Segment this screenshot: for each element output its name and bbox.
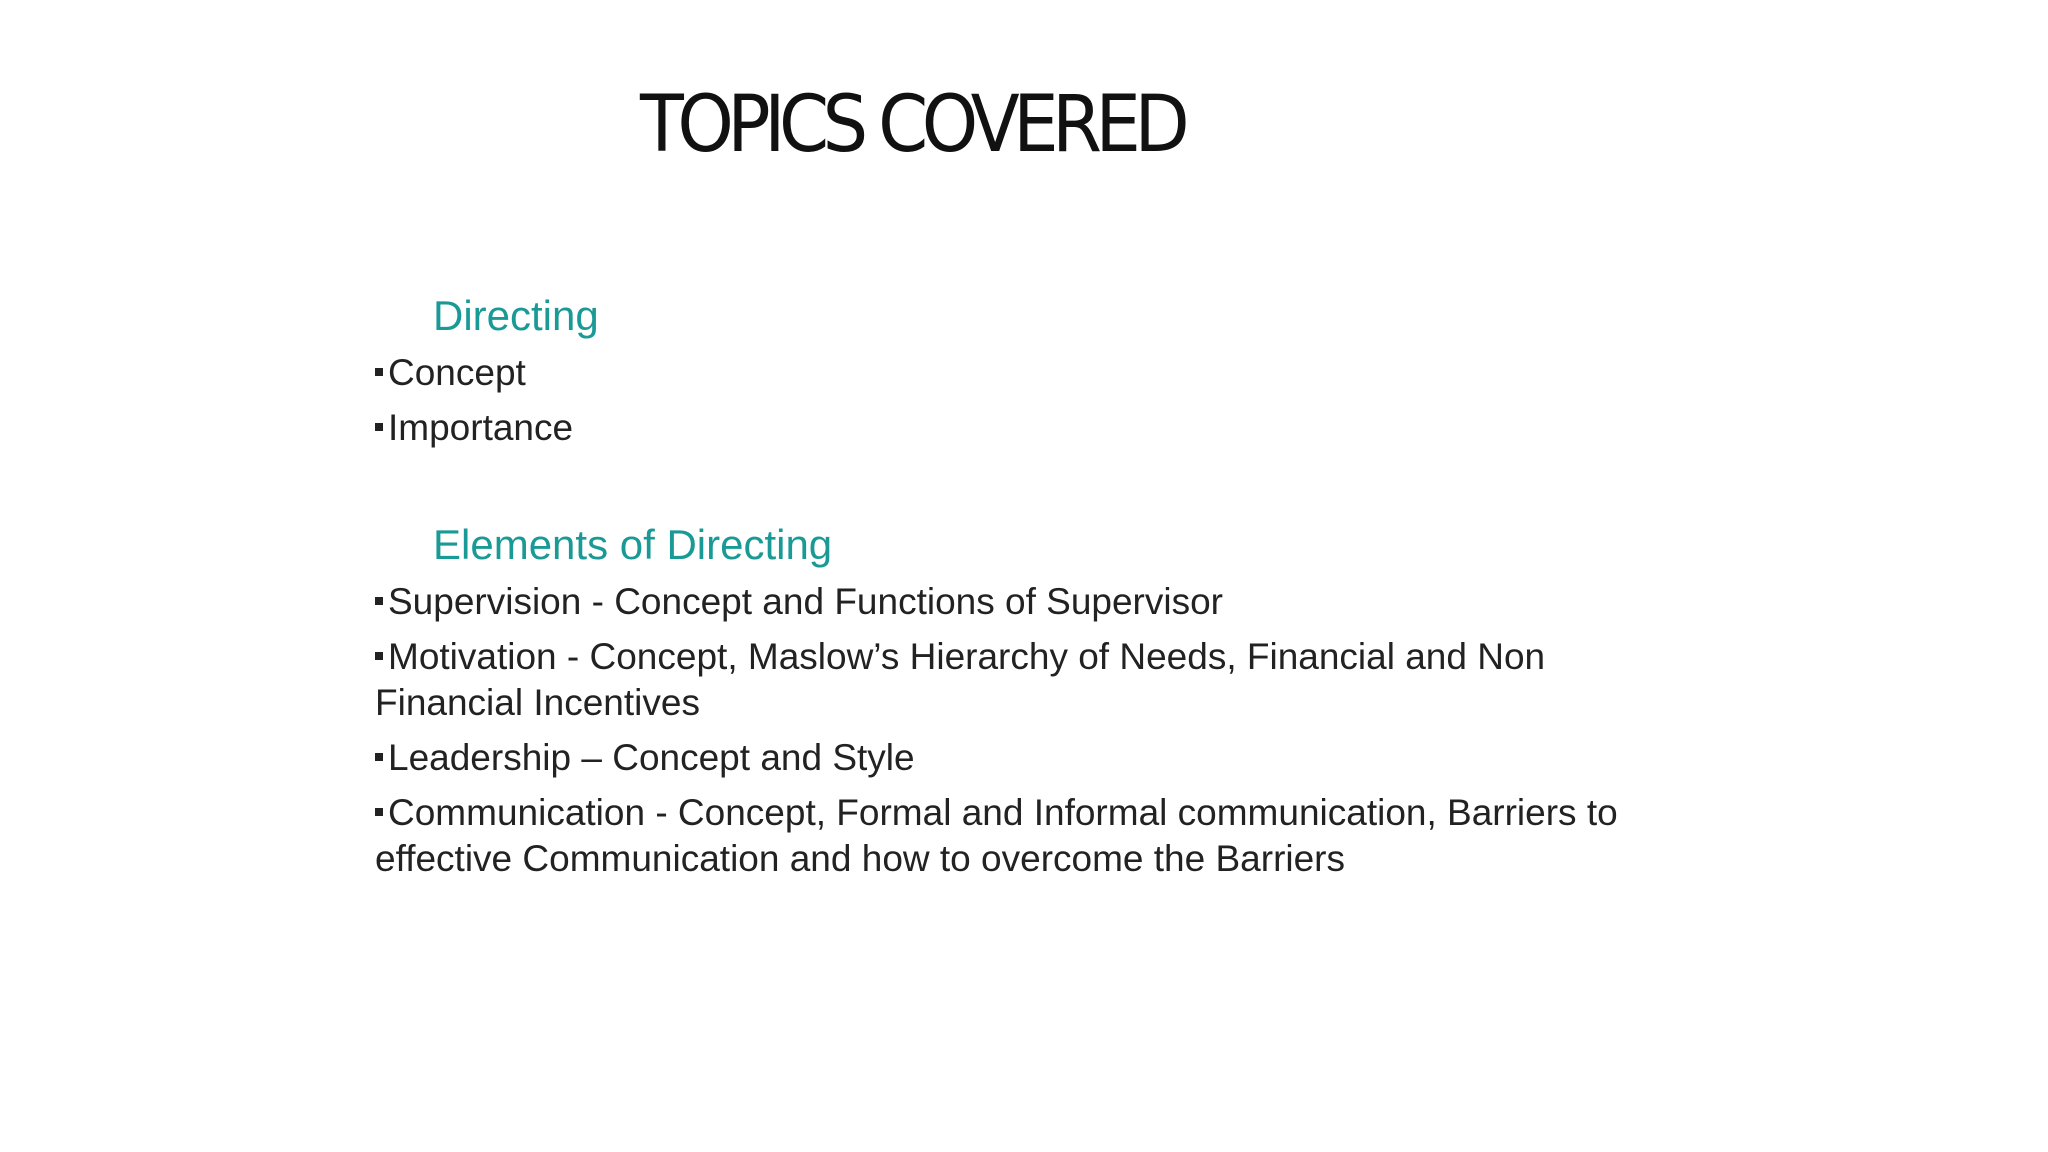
list-item <box>375 790 1675 882</box>
topic-list <box>375 350 1675 451</box>
square-bullet-icon <box>375 652 383 660</box>
list-item-text: Importance <box>388 407 574 448</box>
topics-content <box>375 290 1675 891</box>
square-bullet-icon <box>375 423 383 431</box>
list-item <box>375 735 1675 781</box>
list-item-text: Leadership – Concept and Style <box>388 737 915 778</box>
section-elements-of-directing <box>375 519 1675 882</box>
section-heading: Directing <box>433 292 599 339</box>
square-bullet-icon <box>375 597 383 605</box>
section-directing <box>375 290 1675 451</box>
list-item-text: Communication - Concept, Formal and Informal communication, Barriers to effective Communication and how to overcome the Barriers <box>375 792 1618 879</box>
list-item <box>375 579 1675 625</box>
list-item-text: Concept <box>388 352 526 393</box>
section-heading: Elements of Directing <box>433 521 833 568</box>
square-bullet-icon <box>375 368 383 376</box>
square-bullet-icon <box>375 808 383 816</box>
list-item-text: Supervision - Concept and Functions of Supervisor <box>388 581 1223 622</box>
square-bullet-icon <box>375 753 383 761</box>
list-item <box>375 350 1675 396</box>
slide-title: TOPICS COVERED <box>640 80 1184 170</box>
topic-list <box>375 579 1675 882</box>
list-item <box>375 405 1675 451</box>
list-item-text: Motivation - Concept, Maslow’s Hierarchy of Needs, Financial and Non Financial Incentives <box>375 636 1546 723</box>
list-item <box>375 634 1675 726</box>
